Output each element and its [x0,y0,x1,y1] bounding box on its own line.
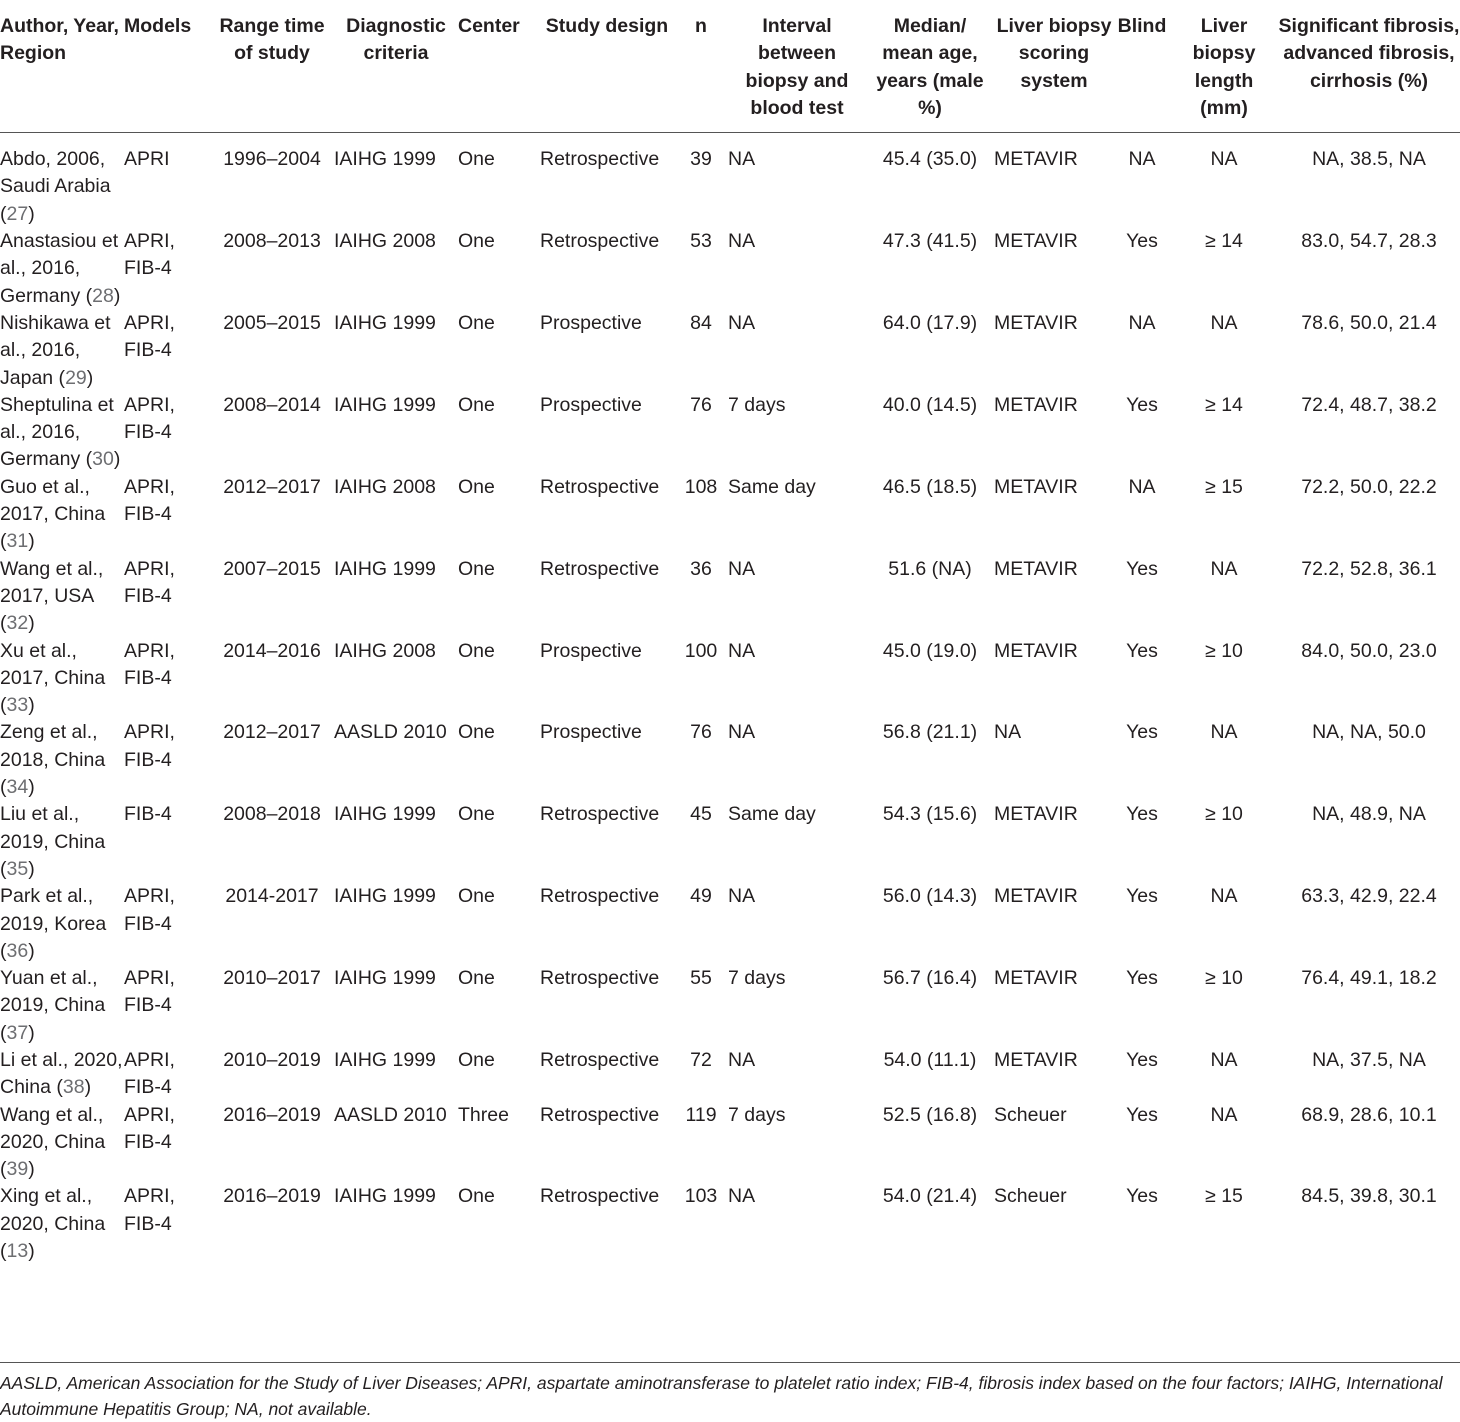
cell-age: 54.0 (11.1) [883,1048,977,1071]
header-fibrosis: Significant fibrosis, advanced fibrosis, cirrhosis (%) [1278,0,1460,133]
cell-fibrosis: 72.4, 48.7, 38.2 [1301,393,1437,416]
cell-length: ≥ 10 [1205,639,1243,662]
header-n: n [674,0,728,133]
author-text: Xing et al., 2020, China [0,1185,106,1235]
cell-scoring: METAVIR [994,557,1078,580]
cell-design: Retrospective [540,475,660,498]
author-text: Zeng et al., 2018, China [0,721,106,771]
cell-models: APRI, FIB-4 [124,721,175,771]
cell-author: Xing et al., 2020, China (13) [0,1185,106,1263]
header-blind: Blind [1114,0,1170,133]
cell-n: 55 [690,967,712,990]
cell-blind: Yes [1126,803,1158,826]
cell-blind: Yes [1126,1048,1158,1071]
cell-fibrosis: 63.3, 42.9, 22.4 [1301,885,1437,908]
header-row [0,0,1460,133]
reference-number: 27 [6,202,29,225]
header-author: Author, Year, Region [0,0,124,133]
cell-n: 119 [685,1103,717,1126]
cell-author: Park et al., 2019, Korea (36) [0,885,107,962]
cell-range: 2010–2017 [223,967,321,990]
cell-interval: 7 days [728,967,786,990]
cell-center: One [458,475,495,498]
cell-fibrosis: NA, 38.5, NA [1312,148,1426,171]
table-row [0,133,1460,228]
cell-criteria: AASLD 2010 [334,721,447,744]
cell-interval: NA [728,557,756,580]
cell-length: ≥ 15 [1205,1185,1243,1208]
header-range: Range time of study [210,0,334,133]
cell-criteria: IAIHG 1999 [334,393,436,416]
cell-criteria: IAIHG 2008 [334,230,436,253]
author-text: Li et al., 2020, China [0,1048,123,1099]
cell-design: Prospective [540,721,642,744]
cell-design: Prospective [540,311,642,334]
cell-author: Wang et al., 2017, USA (32) [0,557,104,635]
cell-author: Zeng et al., 2018, China (34) [0,721,106,799]
cell-criteria: IAIHG 1999 [334,1185,436,1208]
cell-models: APRI, FIB-4 [124,393,175,444]
cell-interval: NA [728,148,756,171]
reference-number: 36 [6,939,29,962]
cell-fibrosis: 76.4, 49.1, 18.2 [1301,967,1437,990]
cell-scoring: METAVIR [994,475,1078,498]
author-text: Xu et al., 2017, China [0,639,106,689]
author-text: Wang et al., 2017, USA [0,557,104,607]
cell-models: APRI, FIB-4 [124,1185,175,1235]
cell-interval: NA [728,311,756,334]
cell-blind: Yes [1126,1185,1158,1208]
author-text: Sheptulina et al., 2016, Germany [0,393,114,471]
cell-interval: 7 days [728,1103,786,1126]
cell-criteria: IAIHG 1999 [334,803,436,826]
reference-number: 37 [6,1021,29,1044]
cell-n: 49 [690,885,712,908]
cell-range: 1996–2004 [223,148,321,171]
reference-number: 34 [6,776,29,799]
cell-scoring: METAVIR [994,148,1078,171]
table-row [0,1047,1460,1102]
cell-models: APRI, FIB-4 [124,230,175,280]
cell-models: APRI, FIB-4 [124,885,175,935]
header-center: Center [458,0,540,133]
cell-center: One [458,1185,495,1208]
cell-author: Xu et al., 2017, China (33) [0,639,106,717]
cell-range: 2008–2014 [223,393,321,416]
cell-length: ≥ 10 [1205,803,1243,826]
cell-n: 76 [690,721,712,744]
author-text: Park et al., 2019, Korea [0,885,107,935]
cell-models: APRI, FIB-4 [124,311,175,362]
cell-scoring: METAVIR [994,885,1078,908]
cell-age: 54.0 (21.4) [882,1185,978,1208]
cell-center: One [458,148,495,171]
reference-number: 31 [6,530,29,553]
cell-blind: Yes [1126,230,1158,253]
author-text: Abdo, 2006, Saudi Arabia [0,148,111,198]
cell-interval: NA [728,1185,756,1208]
cell-range: 2016–2019 [223,1185,321,1208]
cell-range: 2007–2015 [223,557,321,580]
author-text: Liu et al., 2019, China [0,803,106,853]
reference-number: 30 [92,448,114,471]
cell-scoring: METAVIR [994,803,1078,826]
cell-age: 56.0 (14.3) [882,885,978,908]
cell-design: Retrospective [540,967,660,990]
cell-center: One [458,639,495,662]
cell-fibrosis: NA, 37.5, NA [1312,1048,1426,1071]
cell-design: Retrospective [540,148,660,171]
cell-fibrosis: 83.0, 54.7, 28.3 [1301,230,1437,253]
cell-design: Retrospective [540,803,660,826]
table-row [0,392,1460,474]
cell-blind: Yes [1126,557,1158,580]
cell-scoring: METAVIR [994,230,1078,253]
header-models: Models [124,0,210,133]
cell-age: 40.0 (14.5) [882,393,978,416]
cell-scoring: METAVIR [994,1048,1078,1071]
cell-criteria: IAIHG 2008 [334,475,436,498]
cell-center: One [458,311,495,334]
table-row [0,883,1460,965]
cell-models: APRI [124,148,170,171]
cell-age: 45.0 (19.0) [882,639,978,662]
cell-models: APRI, FIB-4 [124,557,175,607]
table-row [0,965,1460,1047]
cell-interval: NA [728,1048,756,1071]
table-row [0,474,1460,556]
cell-length: NA [1210,311,1238,334]
cell-criteria: AASLD 2010 [334,1103,447,1126]
cell-age: 45.4 (35.0) [882,148,978,171]
reference-number: 28 [92,284,114,307]
author-text: Yuan et al., 2019, China [0,967,106,1017]
table-row [0,556,1460,638]
cell-author: Sheptulina et al., 2016, Germany (30) [0,393,121,471]
cell-criteria: IAIHG 1999 [334,885,436,908]
cell-interval: 7 days [728,393,786,416]
header-scoring: Liver biopsy scoring system [994,0,1114,133]
header-interval: Interval between biopsy and blood test [728,0,866,133]
cell-interval: NA [728,721,756,744]
cell-length: ≥ 14 [1205,230,1243,253]
cell-design: Prospective [540,639,642,662]
author-text: Guo et al., 2017, China [0,475,106,526]
cell-center: One [458,230,495,253]
cell-length: NA [1210,721,1238,744]
table-row [0,638,1460,720]
cell-blind: Yes [1126,639,1158,662]
cell-author: Li et al., 2020, China (38) [0,1048,123,1099]
cell-age: 54.3 (15.6) [882,803,978,826]
reference-number: 29 [65,366,87,389]
cell-design: Retrospective [540,230,660,253]
cell-scoring: METAVIR [994,311,1078,334]
cell-length: ≥ 14 [1205,393,1243,416]
cell-fibrosis: 72.2, 50.0, 22.2 [1301,475,1437,498]
reference-number: 39 [6,1158,29,1181]
cell-design: Retrospective [540,1103,660,1126]
cell-author: Yuan et al., 2019, China (37) [0,967,106,1044]
cell-blind: NA [1128,148,1156,171]
cell-models: APRI, FIB-4 [124,967,175,1017]
reference-number: 33 [6,694,29,717]
cell-fibrosis: 72.2, 52.8, 36.1 [1301,557,1437,580]
header-length: Liver biopsy length (mm) [1170,0,1278,133]
header-age: Median/ mean age, years (male %) [866,0,994,133]
cell-range: 2014–2016 [223,639,321,662]
cell-criteria: IAIHG 2008 [334,639,436,662]
cell-criteria: IAIHG 1999 [334,967,436,990]
cell-center: One [458,393,495,416]
cell-range: 2008–2013 [223,230,321,253]
cell-interval: NA [728,230,756,253]
cell-age: 64.0 (17.9) [882,311,978,334]
cell-models: APRI, FIB-4 [124,639,175,689]
cell-n: 103 [684,1185,718,1208]
table-row [0,228,1460,310]
cell-n: 72 [690,1048,712,1071]
cell-length: NA [1210,557,1238,580]
cell-fibrosis: 84.0, 50.0, 23.0 [1301,639,1437,662]
header-criteria: Diagnostic criteria [334,0,458,133]
cell-blind: NA [1128,475,1156,498]
cell-blind: Yes [1126,967,1158,990]
cell-range: 2014-2017 [225,885,319,908]
cell-length: NA [1210,148,1238,171]
reference-number: 35 [6,857,29,880]
cell-interval: Same day [728,475,816,498]
cell-n: 108 [684,475,718,498]
cell-interval: NA [728,639,756,662]
cell-scoring: METAVIR [994,393,1078,416]
cell-age: 51.6 (NA) [888,557,972,580]
cell-criteria: IAIHG 1999 [334,1048,436,1071]
cell-n: 36 [690,557,712,580]
header-design: Study design [540,0,674,133]
cell-blind: Yes [1126,721,1158,744]
cell-design: Prospective [540,393,642,416]
cell-models: APRI, FIB-4 [124,1048,175,1099]
cell-n: 39 [690,148,712,171]
author-text: Nishikawa et al., 2016, Japan [0,311,111,389]
cell-length: ≥ 15 [1205,475,1243,498]
cell-scoring: Scheuer [994,1103,1067,1126]
cell-criteria: IAIHG 1999 [334,148,436,171]
cell-scoring: METAVIR [994,967,1078,990]
author-text: Anastasiou et al., 2016, Germany [0,230,119,307]
cell-n: 76 [690,393,712,416]
cell-blind: NA [1128,311,1156,334]
cell-blind: Yes [1126,885,1158,908]
cell-interval: NA [728,885,756,908]
cell-center: Three [458,1103,509,1126]
cell-interval: Same day [728,803,816,826]
cell-author: Nishikawa et al., 2016, Japan (29) [0,311,111,389]
cell-scoring: NA [994,721,1022,744]
cell-author: Liu et al., 2019, China (35) [0,803,106,880]
cell-fibrosis: 78.6, 50.0, 21.4 [1301,311,1437,334]
cell-range: 2012–2017 [223,475,321,498]
cell-center: One [458,557,495,580]
cell-fibrosis: 68.9, 28.6, 10.1 [1301,1103,1437,1126]
cell-design: Retrospective [540,1048,660,1071]
table-footnote: AASLD, American Association for the Study of Liver Diseases; APRI, aspartate aminotransferase to platelet ratio index; FIB-4, fibrosis index based on the four factors; IAIHG, International Autoimmune Hepatitis Group; NA, not available. [0,1362,1460,1422]
cell-age: 52.5 (16.8) [882,1103,978,1126]
cell-models: APRI, FIB-4 [124,475,175,526]
cell-scoring: METAVIR [994,639,1078,662]
reference-number: 38 [62,1076,85,1099]
cell-author: Guo et al., 2017, China (31) [0,475,106,553]
table-row [0,719,1460,801]
cell-range: 2012–2017 [223,721,321,744]
cell-design: Retrospective [540,1185,660,1208]
cell-center: One [458,1048,495,1071]
cell-center: One [458,721,495,744]
cell-scoring: Scheuer [994,1185,1067,1208]
cell-center: One [458,803,495,826]
cell-range: 2005–2015 [223,311,321,334]
cell-design: Retrospective [540,885,660,908]
cell-criteria: IAIHG 1999 [334,311,436,334]
cell-length: NA [1210,1048,1238,1071]
cell-author: Abdo, 2006, Saudi Arabia (27) [0,148,111,225]
cell-design: Retrospective [540,557,660,580]
cell-range: 2010–2019 [223,1048,321,1071]
cell-range: 2008–2018 [223,803,321,826]
cell-length: NA [1210,885,1238,908]
cell-fibrosis: NA, 48.9, NA [1312,803,1426,826]
author-text: Wang et al., 2020, China [0,1103,106,1153]
table-row [0,1102,1460,1184]
cell-age: 46.5 (18.5) [882,475,978,498]
cell-models: FIB-4 [124,803,172,826]
cell-n: 100 [684,639,718,662]
cell-center: One [458,885,495,908]
cell-fibrosis: NA, NA, 50.0 [1312,721,1426,744]
cell-n: 84 [690,311,712,334]
cell-age: 47.3 (41.5) [882,230,978,253]
cell-fibrosis: 84.5, 39.8, 30.1 [1301,1185,1437,1208]
cell-author: Anastasiou et al., 2016, Germany (28) [0,230,121,307]
table-body [0,133,1460,1266]
cell-age: 56.8 (21.1) [882,721,978,744]
table-row [0,1183,1460,1265]
cell-n: 53 [690,230,712,253]
cell-blind: Yes [1126,393,1158,416]
table-row [0,310,1460,392]
cell-models: APRI, FIB-4 [124,1103,175,1153]
reference-number: 13 [6,1240,29,1263]
cell-criteria: IAIHG 1999 [334,557,436,580]
cell-blind: Yes [1126,1103,1158,1126]
cell-author: Wang et al., 2020, China (39) [0,1103,106,1181]
cell-n: 45 [690,803,712,826]
reference-number: 32 [6,612,29,635]
cell-range: 2016–2019 [223,1103,321,1126]
cell-age: 56.7 (16.4) [882,967,978,990]
cell-length: ≥ 10 [1205,967,1243,990]
cell-length: NA [1210,1103,1238,1126]
table-row [0,801,1460,883]
cell-center: One [458,967,495,990]
